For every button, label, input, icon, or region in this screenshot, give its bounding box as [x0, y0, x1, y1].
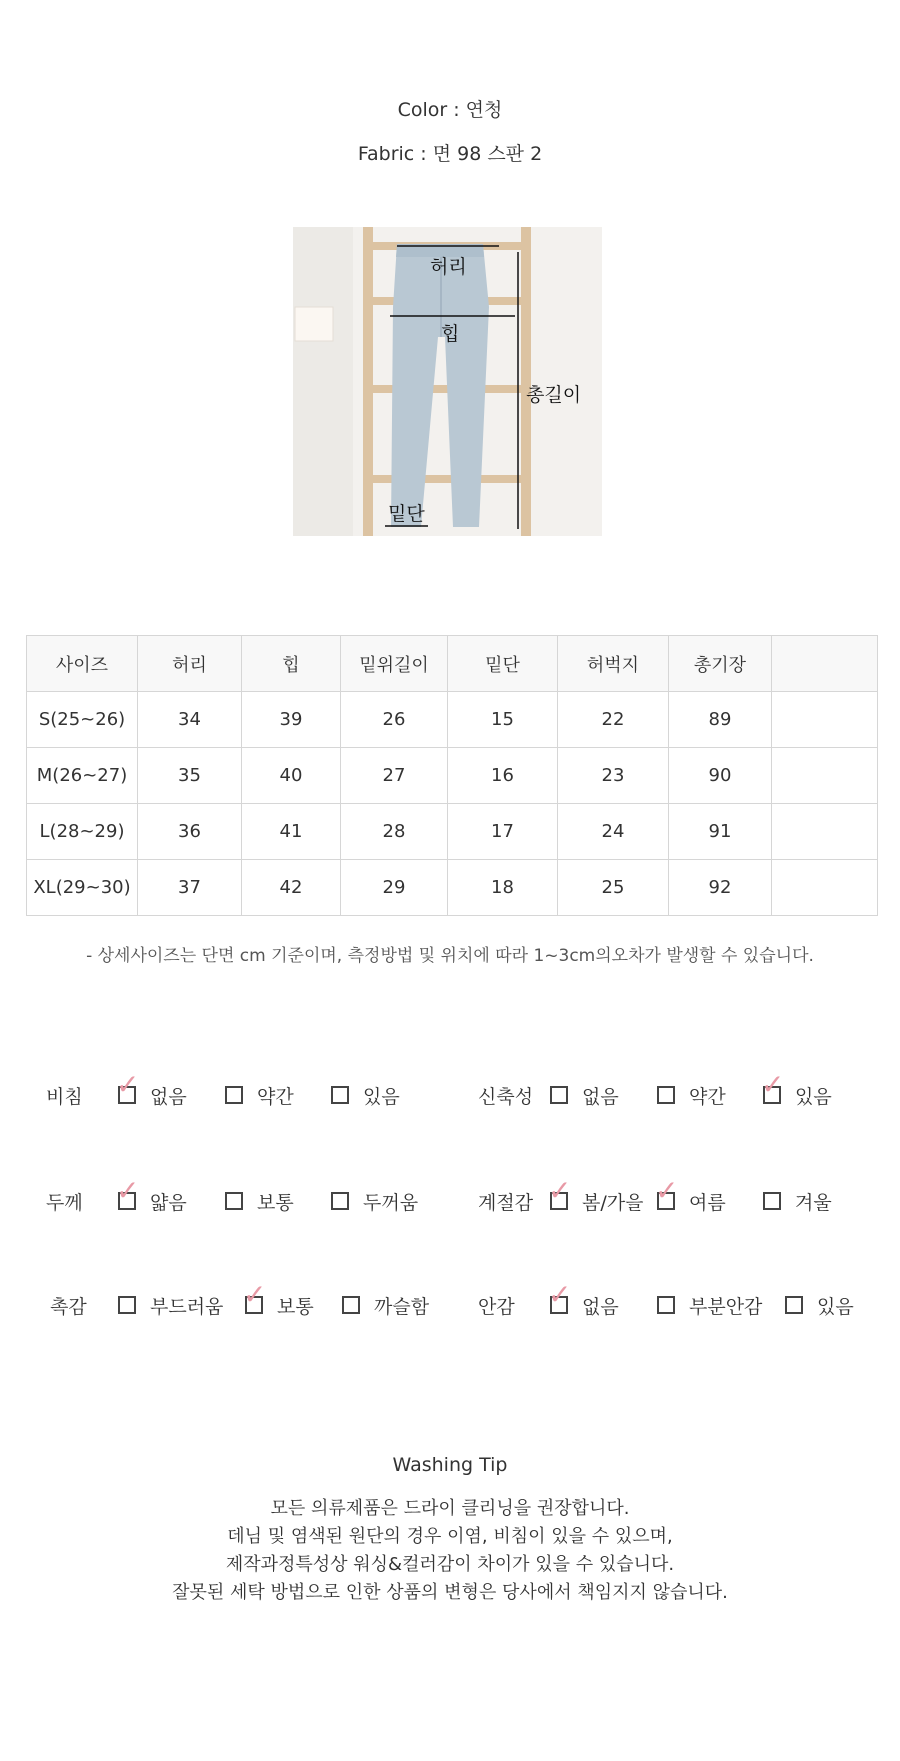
header-rise: 밑위길이: [341, 636, 448, 692]
option-label: 있음: [817, 1295, 854, 1318]
stretch-checkbox-none[interactable]: [550, 1086, 568, 1104]
table-cell: 28: [341, 804, 448, 860]
season-checkbox-winter[interactable]: [763, 1192, 781, 1210]
hem-label: 밑단: [388, 503, 425, 525]
total-length-label: 총길이: [526, 384, 582, 406]
option-label: 부분안감: [689, 1295, 763, 1318]
table-cell: 39: [242, 692, 341, 748]
washing-tip-line: 모든 의류제품은 드라이 클리닝을 권장합니다.: [270, 1498, 630, 1519]
table-cell: 22: [558, 692, 669, 748]
thickness-option-normal[interactable]: [225, 1186, 294, 1216]
stretch-title: 신축성: [478, 1086, 534, 1108]
option-label: 부드러움: [150, 1295, 224, 1318]
thickness-checkbox-thick[interactable]: [331, 1192, 349, 1210]
stretch-option-slight[interactable]: [657, 1080, 726, 1110]
option-label: 약간: [689, 1085, 726, 1108]
table-cell: 16: [448, 748, 558, 804]
texture-checkbox-rough[interactable]: [342, 1296, 360, 1314]
table-header-row: [27, 636, 878, 692]
season-title: 계절감: [478, 1192, 534, 1214]
lining-checkbox-partial[interactable]: [657, 1296, 675, 1314]
header-hem: 밑단: [448, 636, 558, 692]
lining-checkbox-none[interactable]: [550, 1296, 568, 1314]
hip-label: 힙: [441, 323, 460, 345]
table-cell: 34: [138, 692, 242, 748]
table-cell: 40: [242, 748, 341, 804]
table-cell: S(25~26): [27, 692, 138, 748]
size-table: [26, 635, 878, 916]
option-label: 겨울: [795, 1191, 832, 1214]
table-cell: L(28~29): [27, 804, 138, 860]
table-cell: 91: [669, 804, 772, 860]
texture-checkbox-normal[interactable]: [245, 1296, 263, 1314]
option-label: 보통: [257, 1191, 294, 1214]
table-cell: [772, 804, 878, 860]
option-label: 약간: [257, 1085, 294, 1108]
size-note: - 상세사이즈는 단면 cm 기준이며, 측정방법 및 위치에 따라 1~3cm의오차가 발생할 수 있습니다.: [86, 946, 814, 966]
sheer-option-none[interactable]: [118, 1080, 187, 1110]
table-cell: 35: [138, 748, 242, 804]
table-cell: 18: [448, 860, 558, 916]
lining-option-partial[interactable]: [657, 1290, 762, 1320]
product-measurement-image: [293, 227, 602, 536]
attribute-row-3: [0, 1290, 900, 1320]
option-label: 없음: [150, 1085, 187, 1108]
texture-option-soft[interactable]: [118, 1290, 223, 1320]
table-cell: 23: [558, 748, 669, 804]
option-label: 있음: [363, 1085, 400, 1108]
header-thigh: 허벅지: [558, 636, 669, 692]
option-label: 얇음: [150, 1191, 187, 1214]
texture-option-rough[interactable]: [342, 1290, 429, 1320]
season-option-summer[interactable]: [657, 1186, 726, 1216]
sheer-checkbox-yes[interactable]: [331, 1086, 349, 1104]
thickness-title: 두께: [46, 1192, 83, 1214]
stretch-option-yes[interactable]: [763, 1080, 832, 1110]
washing-tip-title: Washing Tip: [392, 1454, 508, 1476]
lining-option-yes[interactable]: [785, 1290, 854, 1320]
lining-checkbox-yes[interactable]: [785, 1296, 803, 1314]
table-cell: 37: [138, 860, 242, 916]
table-cell: 29: [341, 860, 448, 916]
season-checkbox-spring-fall[interactable]: [550, 1192, 568, 1210]
stretch-checkbox-slight[interactable]: [657, 1086, 675, 1104]
header-size: 사이즈: [27, 636, 138, 692]
sheer-checkbox-none[interactable]: [118, 1086, 136, 1104]
texture-option-normal[interactable]: [245, 1290, 314, 1320]
table-cell: 42: [242, 860, 341, 916]
attribute-row-1: [0, 1080, 900, 1110]
table-cell: 41: [242, 804, 341, 860]
table-cell: 25: [558, 860, 669, 916]
option-label: 두꺼움: [363, 1191, 419, 1214]
table-cell: 90: [669, 748, 772, 804]
table-cell: 26: [341, 692, 448, 748]
option-label: 없음: [582, 1295, 619, 1318]
season-option-spring-fall[interactable]: [550, 1186, 643, 1216]
table-cell: [772, 692, 878, 748]
attribute-row-2: [0, 1186, 900, 1216]
table-cell: 27: [341, 748, 448, 804]
color-info: Color : 연청: [397, 99, 503, 121]
table-row: [27, 692, 878, 748]
sheer-option-yes[interactable]: [331, 1080, 400, 1110]
thickness-option-thin[interactable]: [118, 1186, 187, 1216]
sheer-title: 비침: [46, 1086, 83, 1108]
texture-title: 촉감: [50, 1296, 87, 1318]
fabric-info: Fabric : 면 98 스판 2: [357, 143, 543, 165]
table-cell: M(26~27): [27, 748, 138, 804]
table-row: [27, 804, 878, 860]
table-row: [27, 860, 878, 916]
lining-title: 안감: [478, 1296, 515, 1318]
option-label: 있음: [795, 1085, 832, 1108]
table-cell: 36: [138, 804, 242, 860]
thickness-checkbox-thin[interactable]: [118, 1192, 136, 1210]
table-row: [27, 748, 878, 804]
table-cell: 24: [558, 804, 669, 860]
option-label: 여름: [689, 1191, 726, 1214]
lining-option-none[interactable]: [550, 1290, 619, 1320]
stretch-option-none[interactable]: [550, 1080, 619, 1110]
option-label: 까슬함: [374, 1295, 430, 1318]
season-checkbox-summer[interactable]: [657, 1192, 675, 1210]
washing-tip-line: 제작과정특성상 워싱&컬러감이 차이가 있을 수 있습니다.: [225, 1554, 675, 1575]
table-cell: 15: [448, 692, 558, 748]
washing-tip-line: 데님 및 염색된 원단의 경우 이염, 비침이 있을 수 있으며,: [227, 1526, 673, 1547]
table-cell: 89: [669, 692, 772, 748]
option-label: 없음: [582, 1085, 619, 1108]
table-cell: 17: [448, 804, 558, 860]
thickness-option-thick[interactable]: [331, 1186, 418, 1216]
option-label: 보통: [277, 1295, 314, 1318]
thickness-checkbox-normal[interactable]: [225, 1192, 243, 1210]
table-cell: [772, 748, 878, 804]
table-cell: XL(29~30): [27, 860, 138, 916]
washing-tip-line: 잘못된 세탁 방법으로 인한 상품의 변형은 당사에서 책임지지 않습니다.: [172, 1582, 728, 1603]
stretch-checkbox-yes[interactable]: [763, 1086, 781, 1104]
waist-label: 허리: [430, 256, 467, 278]
header-waist: 허리: [138, 636, 242, 692]
season-option-winter[interactable]: [763, 1186, 832, 1216]
table-cell: [772, 860, 878, 916]
header-total-length: 총기장: [669, 636, 772, 692]
option-label: 봄/가을: [582, 1191, 644, 1214]
sheer-option-slight[interactable]: [225, 1080, 294, 1110]
header-empty: [772, 636, 878, 692]
texture-checkbox-soft[interactable]: [118, 1296, 136, 1314]
table-cell: 92: [669, 860, 772, 916]
sheer-checkbox-slight[interactable]: [225, 1086, 243, 1104]
header-hip: 힙: [242, 636, 341, 692]
